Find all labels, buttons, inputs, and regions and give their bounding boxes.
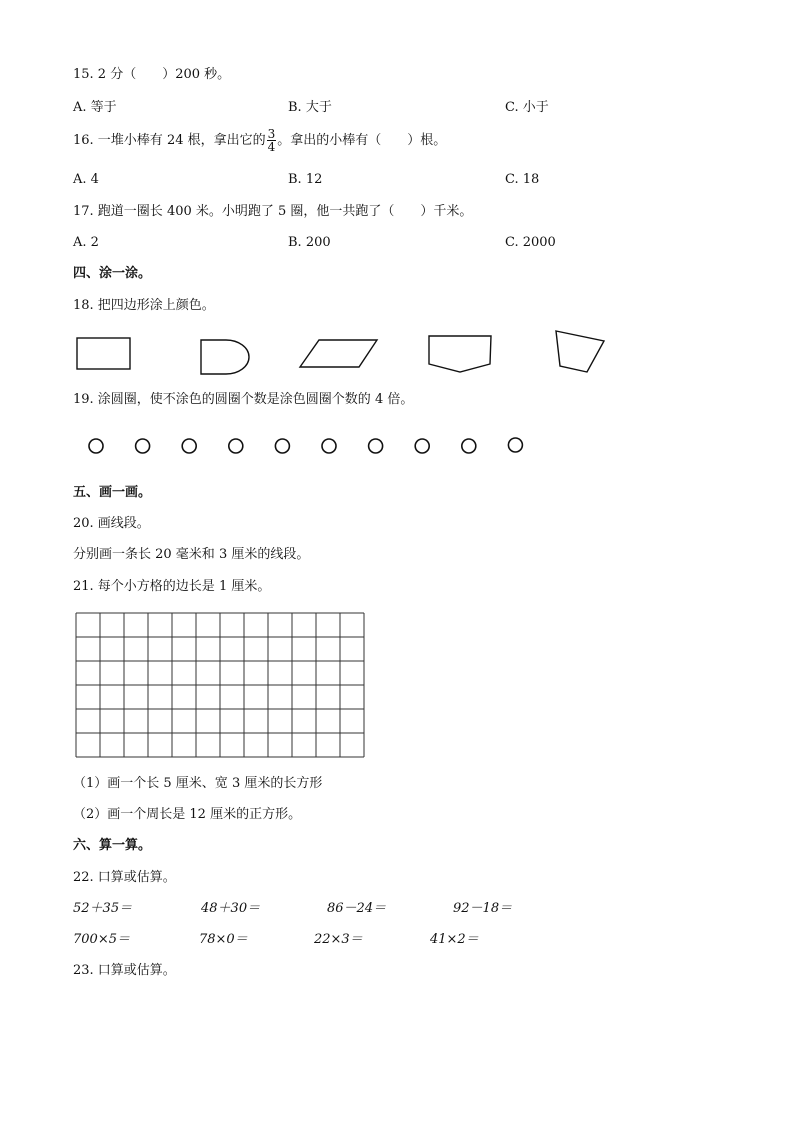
- circle-1[interactable]: [89, 439, 103, 453]
- question-22: 22. 口算或估算。: [73, 870, 176, 885]
- q16-text-after: 。拿出的小棒有（ ）根。: [277, 133, 447, 148]
- section-4-heading: 四、涂一涂。: [73, 266, 152, 281]
- question-15: 15. 2 分（ ）200 秒。: [73, 67, 231, 82]
- circle-3[interactable]: [182, 439, 196, 453]
- q15-option-c: C. 小于: [505, 100, 549, 115]
- question-20: 20. 画线段。: [73, 516, 150, 531]
- question-18: 18. 把四边形涂上颜色。: [73, 298, 215, 313]
- expression-7: 22×3＝: [314, 932, 363, 947]
- expression-6: 78×0＝: [199, 932, 248, 947]
- rectangle-shape[interactable]: [77, 338, 130, 369]
- q17-option-a: A. 2: [73, 235, 99, 250]
- q16-option-a: A. 4: [73, 172, 99, 187]
- q16-option-c: C. 18: [505, 172, 540, 187]
- section-6-heading: 六、算一算。: [73, 838, 152, 853]
- circle-4[interactable]: [229, 439, 243, 453]
- circle-5[interactable]: [275, 439, 289, 453]
- circle-7[interactable]: [369, 439, 383, 453]
- circle-8[interactable]: [415, 439, 429, 453]
- trapezoid-shape[interactable]: [556, 331, 604, 372]
- pentagon-shape[interactable]: [429, 336, 491, 372]
- circle-6[interactable]: [322, 439, 336, 453]
- circle-10[interactable]: [508, 438, 522, 452]
- expression-1: 52＋35＝: [73, 901, 133, 916]
- question-20-instruction: 分别画一条长 20 毫米和 3 厘米的线段。: [73, 547, 310, 562]
- q15-option-b: B. 大于: [288, 100, 332, 115]
- q16-option-b: B. 12: [288, 172, 323, 187]
- question-21-part-1: （1）画一个长 5 厘米、宽 3 厘米的长方形: [73, 776, 323, 791]
- expression-2: 48＋30＝: [201, 901, 261, 916]
- parallelogram-shape[interactable]: [300, 340, 377, 367]
- question-23: 23. 口算或估算。: [73, 963, 176, 978]
- q17-option-b: B. 200: [288, 235, 331, 250]
- expression-5: 700×5＝: [73, 932, 130, 947]
- circle-row: [89, 438, 522, 453]
- question-17: 17. 跑道一圈长 400 米。小明跑了 5 圈，他一共跑了（ ）千米。: [73, 204, 473, 219]
- fraction-numerator: 3: [267, 127, 276, 141]
- fraction-denominator: 4: [267, 140, 276, 154]
- q15-option-a: A. 等于: [73, 100, 117, 115]
- d-shape[interactable]: [201, 340, 249, 374]
- expression-3: 86－24＝: [327, 901, 387, 916]
- question-21-part-2: （2）画一个周长是 12 厘米的正方形。: [73, 807, 302, 822]
- expression-8: 41×2＝: [430, 932, 479, 947]
- circle-2[interactable]: [136, 439, 150, 453]
- square-grid: [76, 613, 364, 757]
- expression-4: 92－18＝: [453, 901, 513, 916]
- q16-text-before: 16. 一堆小棒有 24 根，拿出它的: [73, 133, 266, 148]
- q17-option-c: C. 2000: [505, 235, 556, 250]
- section-5-heading: 五、画一画。: [73, 485, 152, 500]
- circle-9[interactable]: [462, 439, 476, 453]
- question-19: 19. 涂圆圈，使不涂色的圆圈个数是涂色圆圈个数的 4 倍。: [73, 392, 414, 407]
- question-21: 21. 每个小方格的边长是 1 厘米。: [73, 579, 271, 594]
